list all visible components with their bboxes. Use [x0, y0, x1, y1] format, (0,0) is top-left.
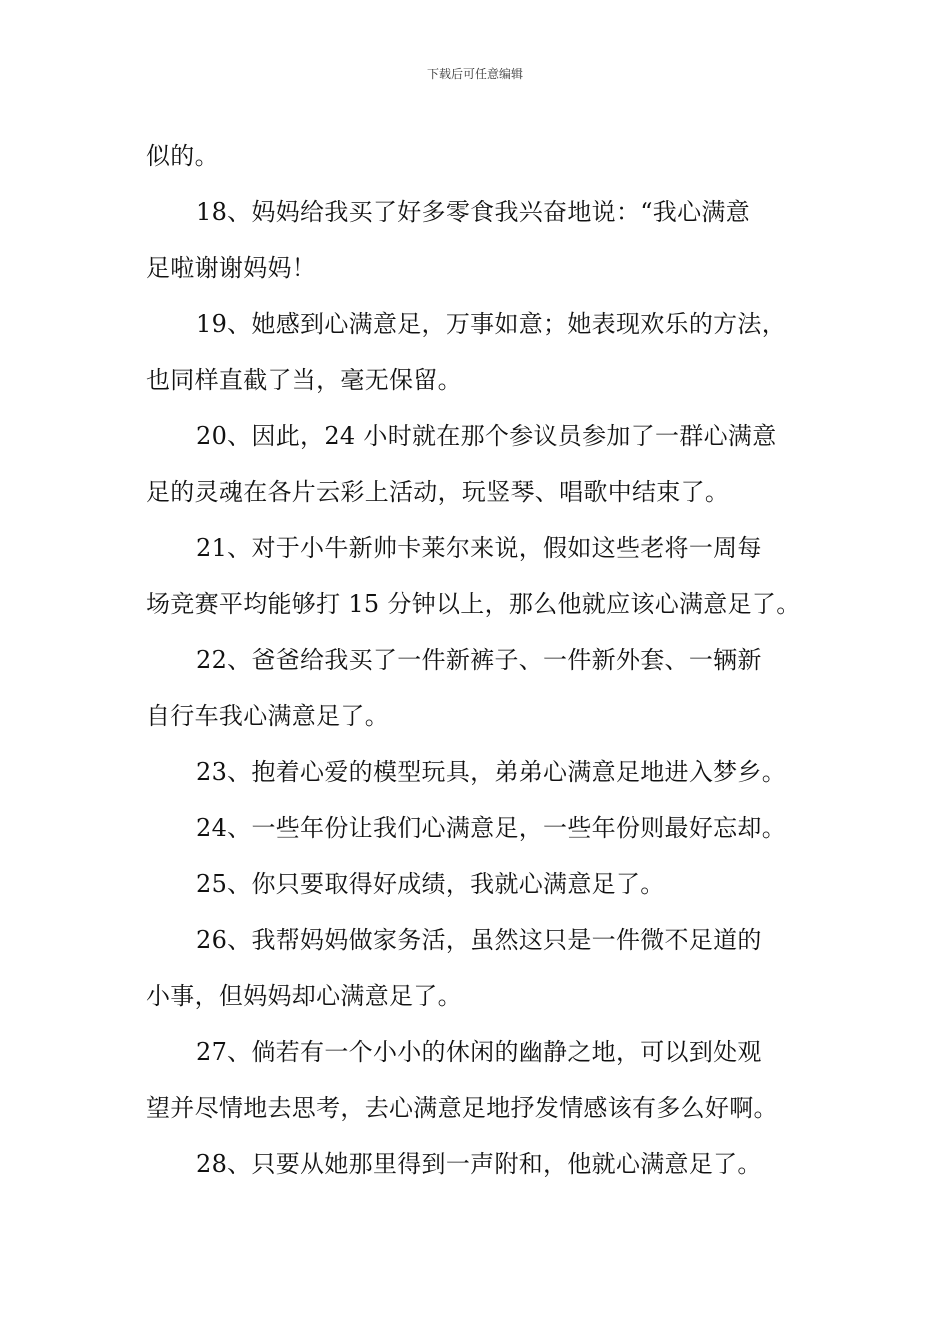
text-line: 26、我帮妈妈做家务活，虽然这只是一件微不足道的 [196, 926, 762, 954]
text-line: 23、抱着心爱的模型玩具，弟弟心满意足地进入梦乡。 [196, 758, 787, 786]
text-line: 望并尽情地去思考，去心满意足地抒发情感该有多么好啊。 [146, 1094, 778, 1122]
text-line: 22、爸爸给我买了一件新裤子、一件新外套、一辆新 [196, 646, 762, 674]
text-line: 足的灵魂在各片云彩上活动，玩竖琴、唱歌中结束了。 [146, 478, 730, 506]
text-line: 28、只要从她那里得到一声附和，他就心满意足了。 [196, 1150, 762, 1178]
text-line: 25、你只要取得好成绩，我就心满意足了。 [196, 870, 665, 898]
page-header: 下载后可任意编辑 [426, 67, 523, 81]
text-line: 20、因此，24 小时就在那个参议员参加了一群心满意 [196, 422, 777, 450]
text-line: 24、一些年份让我们心满意足，一些年份则最好忘却。 [196, 814, 787, 842]
text-line: 18、妈妈给我买了好多零食我兴奋地说：“我心满意 [196, 198, 751, 226]
text-line: 也同样直截了当，毫无保留。 [146, 366, 462, 394]
text-line: 自行车我心满意足了。 [146, 702, 389, 730]
text-line: 小事，但妈妈却心满意足了。 [146, 982, 462, 1010]
text-line: 场竞赛平均能够打 15 分钟以上，那么他就应该心满意足了。 [146, 590, 801, 618]
text-line: 似的。 [146, 142, 219, 170]
text-line: 足啦谢谢妈妈！ [146, 254, 317, 282]
text-line: 19、她感到心满意足，万事如意；她表现欢乐的方法， [196, 310, 787, 338]
document-body [146, 128, 812, 1192]
text-line: 21、对于小牛新帅卡莱尔来说，假如这些老将一周每 [196, 534, 762, 562]
text-line: 27、倘若有一个小小的休闲的幽静之地，可以到处观 [196, 1038, 762, 1066]
